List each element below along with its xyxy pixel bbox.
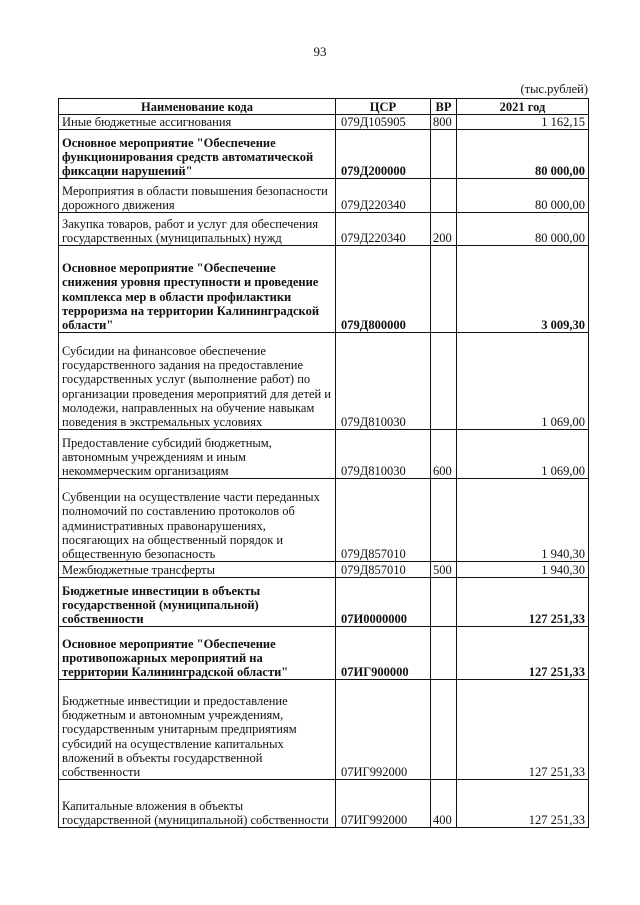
table-row [59, 562, 589, 578]
row-amount: 80 000,00 [457, 130, 589, 179]
row-vr: 800 [431, 115, 457, 130]
row-code: 07ИГ992000 [336, 680, 431, 780]
units-label: (тыс.рублей) [520, 82, 588, 96]
row-code: 079Д220340 [336, 179, 431, 213]
row-code: 079Д857010 [336, 479, 431, 562]
table-row [59, 333, 589, 430]
row-code: 079Д105905 [336, 115, 431, 130]
table-row [59, 680, 589, 780]
row-name: Межбюджетные трансферты [59, 562, 336, 578]
table-row [59, 115, 589, 130]
row-name: Субсидии на финансовое обеспечение государственного задания на предоставление государственных услуг (выполнение работ) по организации проведения мероприятий для детей и молодежи, направленных на обучение навыкам поведения в экстремальных условиях [59, 333, 336, 430]
row-amount: 127 251,33 [457, 780, 589, 828]
row-amount: 3 009,30 [457, 246, 589, 333]
row-name: Иные бюджетные ассигнования [59, 115, 336, 130]
row-code: 079Д810030 [336, 430, 431, 479]
row-amount: 1 069,00 [457, 333, 589, 430]
table-row [59, 130, 589, 179]
row-code: 07ИГ992000 [336, 780, 431, 828]
row-vr [431, 680, 457, 780]
header-name: Наименование кода [59, 99, 336, 115]
row-name: Субвенции на осуществление части переданных полномочий по составлению протоколов об административных правонарушениях, посягающих на общественный порядок и общественную безопасность [59, 479, 336, 562]
header-year: 2021 год [457, 99, 589, 115]
table-row [59, 430, 589, 479]
row-vr: 500 [431, 562, 457, 578]
row-amount: 1 940,30 [457, 479, 589, 562]
row-name: Основное мероприятие "Обеспечение противопожарных мероприятий на территории Калининградской области" [59, 627, 336, 680]
row-code: 079Д220340 [336, 213, 431, 246]
row-name: Бюджетные инвестиции и предоставление бюджетным и автономным учреждениям, государственным унитарным предприятиям субсидий на осуществление капитальных вложений в объекты государственной собственности [59, 680, 336, 780]
header-csr: ЦСР [336, 99, 431, 115]
row-amount: 127 251,33 [457, 680, 589, 780]
row-name: Бюджетные инвестиции в объекты государственной (муниципальной) собственности [59, 578, 336, 627]
row-vr [431, 179, 457, 213]
row-name: Предоставление субсидий бюджетным, автономным учреждениям и иным некоммерческим организациям [59, 430, 336, 479]
row-name: Мероприятия в области повышения безопасности дорожного движения [59, 179, 336, 213]
row-vr [431, 333, 457, 430]
row-amount: 80 000,00 [457, 213, 589, 246]
row-amount: 127 251,33 [457, 578, 589, 627]
row-vr [431, 479, 457, 562]
row-amount: 1 069,00 [457, 430, 589, 479]
row-vr: 400 [431, 780, 457, 828]
row-amount: 80 000,00 [457, 179, 589, 213]
row-vr [431, 246, 457, 333]
row-code: 079Д200000 [336, 130, 431, 179]
table-row [59, 179, 589, 213]
table-row [59, 578, 589, 627]
row-name: Закупка товаров, работ и услуг для обеспечения государственных (муниципальных) нужд [59, 213, 336, 246]
row-vr: 200 [431, 213, 457, 246]
row-vr: 600 [431, 430, 457, 479]
budget-table [58, 98, 589, 828]
row-name: Капитальные вложения в объекты государственной (муниципальной) собственности [59, 780, 336, 828]
row-code: 07И0000000 [336, 578, 431, 627]
page-number: 93 [313, 44, 327, 59]
table-header-row [59, 99, 589, 115]
table-row [59, 479, 589, 562]
table-row [59, 246, 589, 333]
row-amount: 127 251,33 [457, 627, 589, 680]
row-code: 079Д800000 [336, 246, 431, 333]
row-name: Основное мероприятие "Обеспечение функционирования средств автоматической фиксации нарушений" [59, 130, 336, 179]
row-code: 07ИГ900000 [336, 627, 431, 680]
row-vr [431, 578, 457, 627]
table-row [59, 627, 589, 680]
table-row [59, 213, 589, 246]
row-amount: 1 940,30 [457, 562, 589, 578]
row-vr [431, 627, 457, 680]
row-vr [431, 130, 457, 179]
header-vr: ВР [431, 99, 457, 115]
row-code: 079Д857010 [336, 562, 431, 578]
row-code: 079Д810030 [336, 333, 431, 430]
table-row [59, 780, 589, 828]
row-name: Основное мероприятие "Обеспечение снижения уровня преступности и проведение комплекса мер в области профилактики терроризма на территории Калининградской области" [59, 246, 336, 333]
row-amount: 1 162,15 [457, 115, 589, 130]
